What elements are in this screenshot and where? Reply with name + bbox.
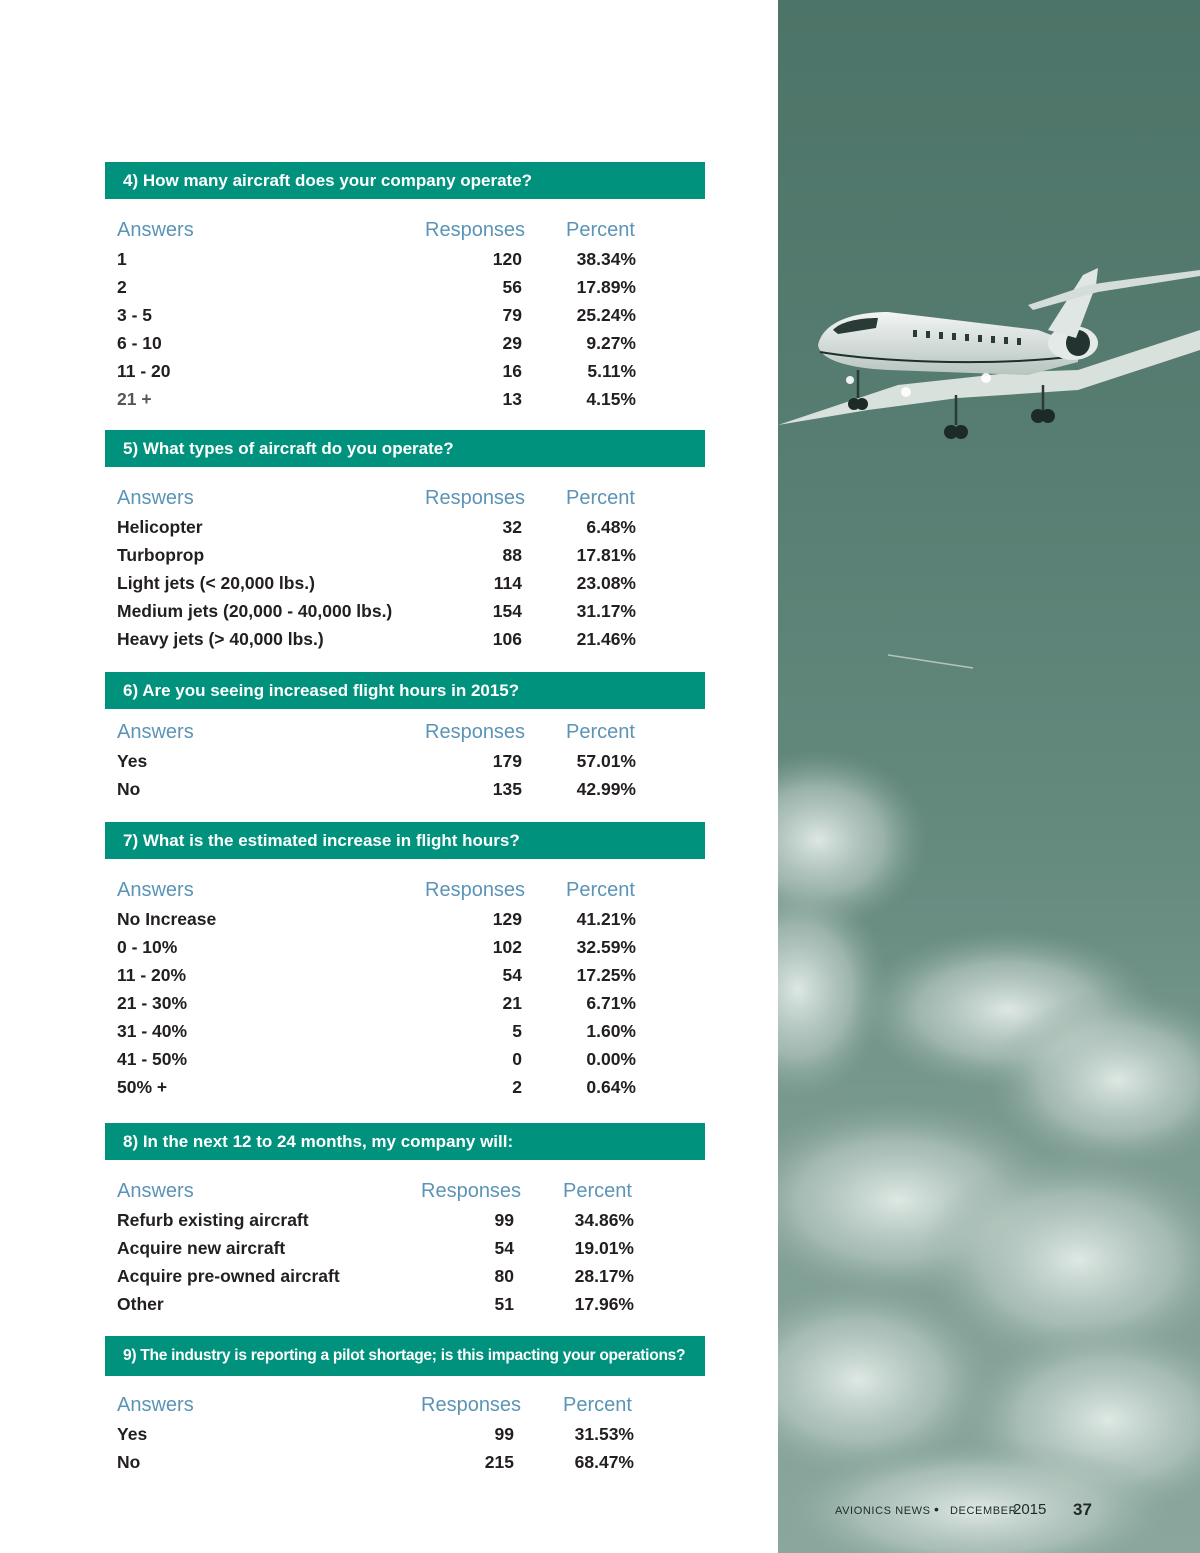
question-title: 8) In the next 12 to 24 months, my company will: <box>105 1123 705 1160</box>
answer-cell: Helicopter <box>117 517 203 537</box>
answer-cell: 0 - 10% <box>117 937 178 957</box>
issue-year: 2015 <box>1013 1501 1047 1518</box>
answer-cell: 3 - 5 <box>117 305 153 325</box>
answer-cell: Refurb existing aircraft <box>117 1210 309 1230</box>
aircraft-photo <box>778 0 1200 1553</box>
page-number: 37 <box>1073 1500 1092 1519</box>
percent-cell: 31.17% <box>576 601 636 621</box>
percent-cell: 28.17% <box>574 1266 634 1286</box>
answer-cell: Acquire new aircraft <box>117 1238 286 1258</box>
table-header <box>105 717 705 747</box>
percent-cell: 34.86% <box>574 1210 634 1230</box>
responses-cell: 5 <box>512 1021 522 1041</box>
answer-cell: Medium jets (20,000 - 40,000 lbs.) <box>117 601 393 621</box>
table-row <box>105 569 705 597</box>
percent-cell: 19.01% <box>574 1238 634 1258</box>
responses-cell: 106 <box>492 629 522 649</box>
answer-cell: 50% + <box>117 1077 168 1097</box>
answers-header: Answers <box>117 879 194 901</box>
table-row <box>105 245 705 273</box>
percent-cell: 17.25% <box>576 965 636 985</box>
answer-cell: Yes <box>117 1424 148 1444</box>
business-jet-icon <box>778 0 1200 1553</box>
answer-cell: Heavy jets (> 40,000 lbs.) <box>117 629 324 649</box>
responses-cell: 99 <box>494 1424 514 1444</box>
footer-separator: • <box>934 1501 939 1517</box>
table-row <box>105 989 705 1017</box>
table-row <box>105 357 705 385</box>
question-title: 7) What is the estimated increase in flight hours? <box>105 822 705 859</box>
responses-header: Responses <box>421 1394 522 1416</box>
answer-cell: Acquire pre-owned aircraft <box>117 1266 340 1286</box>
responses-cell: 32 <box>502 517 522 537</box>
percent-cell: 42.99% <box>576 779 636 799</box>
answer-cell: 11 - 20 <box>117 361 171 381</box>
percent-header: Percent <box>566 487 635 509</box>
answers-header: Answers <box>117 721 194 743</box>
question-block-6 <box>105 672 705 803</box>
table-row <box>105 1206 705 1234</box>
responses-cell: 179 <box>492 751 522 771</box>
responses-cell: 99 <box>494 1210 514 1230</box>
percent-cell: 21.46% <box>576 629 636 649</box>
answer-cell: 6 - 10 <box>117 333 162 353</box>
percent-cell: 38.34% <box>576 249 636 269</box>
table-header <box>105 1390 705 1420</box>
percent-header: Percent <box>566 721 635 743</box>
table-header <box>105 483 705 513</box>
table-header <box>105 875 705 905</box>
answer-cell: 31 - 40% <box>117 1021 188 1041</box>
table-row <box>105 1290 705 1318</box>
table-row <box>105 597 705 625</box>
responses-header: Responses <box>425 487 526 509</box>
responses-cell: 54 <box>502 965 522 985</box>
responses-cell: 51 <box>494 1294 514 1314</box>
table-row <box>105 1262 705 1290</box>
percent-cell: 17.81% <box>576 545 636 565</box>
percent-cell: 0.64% <box>586 1077 636 1097</box>
responses-header: Responses <box>421 1180 522 1202</box>
responses-cell: 16 <box>502 361 522 381</box>
answers-header: Answers <box>117 487 194 509</box>
percent-header: Percent <box>563 1180 632 1202</box>
percent-cell: 31.53% <box>574 1424 634 1444</box>
question-block-4 <box>105 162 705 413</box>
table-row <box>105 385 705 413</box>
table-row <box>105 329 705 357</box>
table-row <box>105 1420 705 1448</box>
table-row <box>105 1017 705 1045</box>
percent-cell: 17.89% <box>576 277 636 297</box>
table-row <box>105 933 705 961</box>
answer-cell: Turboprop <box>117 545 205 565</box>
responses-cell: 215 <box>484 1452 514 1472</box>
responses-cell: 0 <box>512 1049 522 1069</box>
question-block-7 <box>105 822 705 1101</box>
responses-cell: 56 <box>502 277 522 297</box>
percent-cell: 9.27% <box>586 333 636 353</box>
responses-cell: 29 <box>502 333 522 353</box>
question-title: 4) How many aircraft does your company operate? <box>105 162 705 199</box>
percent-cell: 57.01% <box>576 751 636 771</box>
answer-cell: 21 + <box>117 389 152 409</box>
answer-cell: 1 <box>117 249 127 269</box>
table-row <box>105 1234 705 1262</box>
answer-cell: No <box>117 1452 141 1472</box>
table-row <box>105 1045 705 1073</box>
publication-name: AVIONICS NEWS <box>835 1505 931 1517</box>
responses-cell: 79 <box>502 305 522 325</box>
issue-month: DECEMBER <box>950 1505 1018 1517</box>
question-title: 5) What types of aircraft do you operate? <box>105 430 705 467</box>
question-block-9 <box>105 1336 705 1476</box>
responses-cell: 88 <box>502 545 522 565</box>
responses-cell: 120 <box>492 249 522 269</box>
answer-cell: Light jets (< 20,000 lbs.) <box>117 573 315 593</box>
table-row <box>105 1448 705 1476</box>
responses-cell: 80 <box>494 1266 514 1286</box>
table-row <box>105 747 705 775</box>
table-row <box>105 301 705 329</box>
responses-header: Responses <box>425 879 526 901</box>
responses-cell: 154 <box>492 601 522 621</box>
percent-header: Percent <box>563 1394 632 1416</box>
responses-cell: 114 <box>493 573 522 593</box>
percent-header: Percent <box>566 219 635 241</box>
answers-header: Answers <box>117 1180 194 1202</box>
page-footer <box>835 1500 1135 1524</box>
table-row <box>105 513 705 541</box>
table-row <box>105 273 705 301</box>
answer-cell: Other <box>117 1294 164 1314</box>
percent-cell: 17.96% <box>574 1294 634 1314</box>
question-title: 6) Are you seeing increased flight hours in 2015? <box>105 672 705 709</box>
table-row <box>105 905 705 933</box>
answer-cell: 2 <box>117 277 127 297</box>
percent-cell: 4.15% <box>586 389 636 409</box>
answer-cell: 21 - 30% <box>117 993 188 1013</box>
table-row <box>105 961 705 989</box>
responses-cell: 2 <box>512 1077 522 1097</box>
responses-header: Responses <box>425 219 526 241</box>
answer-cell: Yes <box>117 751 148 771</box>
responses-header: Responses <box>425 721 526 743</box>
table-row <box>105 625 705 653</box>
answer-cell: 41 - 50% <box>117 1049 188 1069</box>
percent-cell: 6.48% <box>586 517 636 537</box>
table-header <box>105 1176 705 1206</box>
answer-cell: 11 - 20% <box>117 965 187 985</box>
responses-cell: 102 <box>492 937 522 957</box>
percent-cell: 6.71% <box>586 993 636 1013</box>
percent-cell: 1.60% <box>586 1021 636 1041</box>
answers-header: Answers <box>117 219 194 241</box>
question-block-8 <box>105 1123 705 1318</box>
percent-cell: 0.00% <box>586 1049 636 1069</box>
responses-cell: 135 <box>492 779 522 799</box>
percent-cell: 23.08% <box>576 573 636 593</box>
responses-cell: 129 <box>492 909 522 929</box>
percent-cell: 41.21% <box>576 909 636 929</box>
percent-header: Percent <box>566 879 635 901</box>
answer-cell: No Increase <box>117 909 217 929</box>
question-block-5 <box>105 430 705 653</box>
answers-header: Answers <box>117 1394 194 1416</box>
answer-cell: No <box>117 779 141 799</box>
table-header <box>105 215 705 245</box>
percent-cell: 32.59% <box>576 937 636 957</box>
responses-cell: 21 <box>502 993 522 1013</box>
table-row <box>105 541 705 569</box>
percent-cell: 5.11% <box>587 361 636 381</box>
responses-cell: 13 <box>502 389 522 409</box>
percent-cell: 25.24% <box>576 305 636 325</box>
table-row <box>105 775 705 803</box>
percent-cell: 68.47% <box>574 1452 634 1472</box>
question-title: 9) The industry is reporting a pilot shortage; is this impacting your operations? <box>105 1336 705 1376</box>
responses-cell: 54 <box>494 1238 514 1258</box>
table-row <box>105 1073 705 1101</box>
